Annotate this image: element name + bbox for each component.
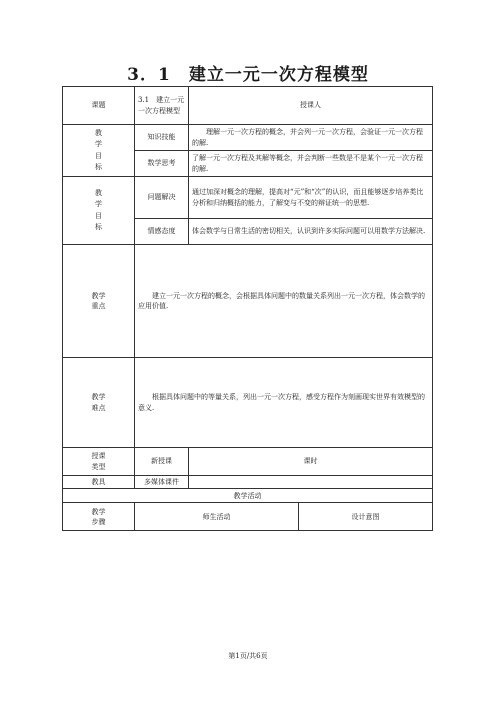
- topic-label: 课题: [63, 87, 135, 125]
- activity-title: 教学活动: [63, 489, 433, 503]
- lesson-type-value: 新授课: [135, 448, 189, 476]
- page-number: 第1页/共6页: [228, 652, 268, 660]
- class-hours-label: 课时: [189, 448, 433, 476]
- design-intent-label: 设计意图: [299, 503, 433, 531]
- difficulty-label: 教学 难点: [63, 358, 135, 448]
- objective-label-attitude: 情感态度: [135, 219, 189, 245]
- objective-text-problem: 通过加深对概念的理解，提高对“元”和“次”的认识，而且能够逐步培养类比分析和归纳概括的能力，了解变与不变的辩证统一的思想.: [189, 177, 433, 219]
- difficulty-text: 根据具体问题中的等量关系，列出一元一次方程，感受方程作为刻画现实世界有效模型的意义.: [135, 358, 433, 448]
- objective-row-knowledge: [63, 125, 433, 151]
- key-point-label: 教学 重点: [63, 245, 135, 358]
- objectives-category-2: 教 学 目 标: [63, 177, 135, 245]
- lesson-plan-table: [62, 86, 433, 531]
- objective-row-problem: [63, 177, 433, 219]
- steps-label: 教学 步骤: [63, 503, 135, 531]
- aids-value: 多媒体课件: [135, 476, 189, 489]
- objective-text-thinking: 了解一元一次方程及其解等概念，并会判断一些数是不是某个一元一次方程的解.: [189, 151, 433, 177]
- objective-label-thinking: 数学思考: [135, 151, 189, 177]
- activity-header-row: [63, 503, 433, 531]
- teacher-label: 授课人: [189, 87, 433, 125]
- objective-label-knowledge: 知识技能: [135, 125, 189, 151]
- header-row: [63, 87, 433, 125]
- teacher-student-activity-label: 师生活动: [135, 503, 299, 531]
- lesson-type-row: [63, 448, 433, 476]
- objective-text-attitude: 体会数学与日常生活的密切相关，认识到许多实际问题可以用数学方法解决.: [189, 219, 433, 245]
- activity-title-row: [63, 489, 433, 503]
- page-title: 3．1 建立一元一次方程模型: [127, 65, 369, 85]
- key-point-text: 建立一元一次方程的概念，会根据具体问题中的数量关系列出一元一次方程，体会数学的应用价值.: [135, 245, 433, 358]
- objective-label-problem: 问题解决: [135, 177, 189, 219]
- topic-value: 3.1 建立一元一次方程模型: [135, 87, 189, 125]
- key-point-row: [63, 245, 433, 358]
- aids-label: 教具: [63, 476, 135, 489]
- aids-empty: [189, 476, 433, 489]
- lesson-type-label: 授课 类型: [63, 448, 135, 476]
- objectives-category-1: 教 学 目 标: [63, 125, 135, 177]
- difficulty-row: [63, 358, 433, 448]
- objective-text-knowledge: 理解一元一次方程的概念，并会列一元一次方程，会验证一元一次方程的解.: [189, 125, 433, 151]
- aids-row: [63, 476, 433, 489]
